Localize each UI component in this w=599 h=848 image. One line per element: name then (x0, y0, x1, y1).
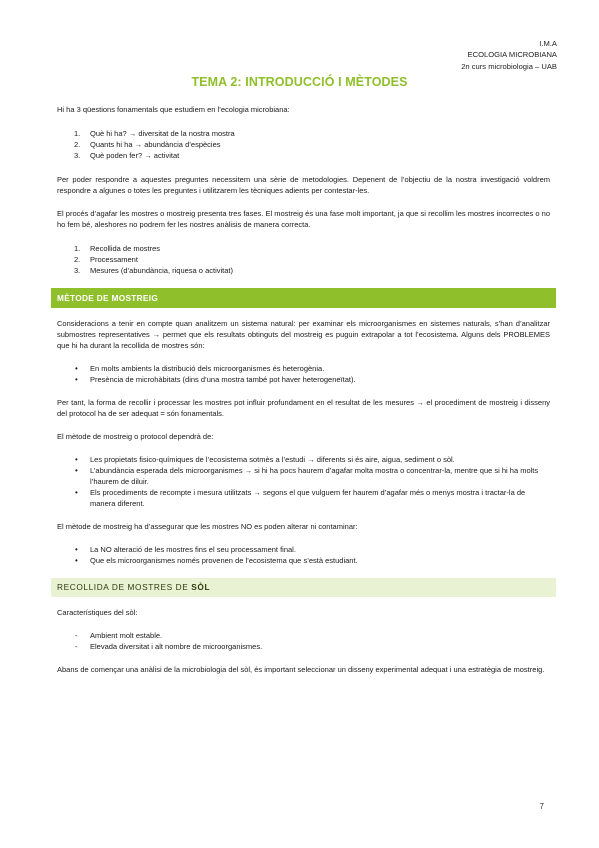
bullet-icon: • (75, 364, 78, 373)
dash-icon: - (75, 642, 78, 651)
bullet-icon: • (75, 375, 78, 384)
list-item: - Elevada diversitat i alt nombre de microorganismes. (75, 642, 263, 651)
list-item: • En molts ambients la distribució dels microorganismes és heterogènia. (75, 364, 325, 373)
page-number: 7 (539, 802, 544, 811)
bullet-icon: • (75, 455, 78, 464)
list-item: 3. Què poden fer? → activitat (74, 151, 180, 160)
questions-list (57, 128, 550, 161)
paragraph-considerations: Consideracions a tenir en compte quan analitzem un sistema natural: per examinar els microorganismes en sistemes naturals, s’han d’analitzar submostres representatives → permet que els resultats obtinguts del mostreig es puguin extrapolar a tot l’ecosistema. Alguns dels PROBLEMES que hi ha durant la recollida de mostres són: (57, 319, 550, 350)
header-year: 2n curs microbiologia – UAB (461, 61, 557, 71)
bullet-icon: • (75, 556, 78, 565)
bullet-icon: • (75, 466, 78, 475)
assure-list (57, 544, 550, 566)
list-item: 3. Mesures (d’abundància, riquesa o activitat) (74, 266, 233, 275)
phases-list (57, 243, 550, 276)
paragraph-sampling-phases: El procés d’agafar les mostres o mostreig presenta tres fases. El mostreig és una fase molt important, ja que si recollim les mostres incorrectes o no ho fem bé, aleshores no podrem fer les nostres anàlisis de manera correcta. (57, 209, 550, 229)
dash-icon: - (75, 631, 78, 640)
list-item: - Ambient molt estable. (75, 631, 163, 640)
list-item: • L’abundància esperada dels microorganismes → si hi ha pocs haurem d’agafar molta mostra o concentrar-la, mentre que si hi ha molts l’haurem de diluir. (75, 466, 539, 486)
list-item: 1. Què hi ha? → diversitat de la nostra mostra (74, 129, 235, 138)
main-content (57, 104, 550, 675)
problems-list (57, 363, 550, 385)
section-heading-soil-sampling: RECOLLIDA DE MOSTRES DE SÒL (51, 578, 556, 597)
paragraph-method-depends: El mètode de mostreig o protocol dependrà de: (57, 432, 214, 441)
page-title: TEMA 2: INTRODUCCIÓ I MÈTODES (191, 75, 408, 89)
section-heading-sampling-method: MÈTODE DE MOSTREIG (51, 288, 556, 308)
paragraph-assure: El mètode de mostreig ha d’assegurar que les mostres NO es poden alterar ni contaminar: (57, 522, 358, 531)
list-item: • Els procediments de recompte i mesura utilitzats → segons el que vulguem fer haurem d’agafar més o menys mostra i tractar-la de manera diferent. (75, 488, 526, 508)
paragraph-soil-analysis: Abans de començar una anàlisi de la microbiologia del sòl, és important seleccionar un disseny experimental adequat i una estratègia de mostreig. (57, 665, 545, 674)
list-item: • Les propietats fisico-químiques de l’ecosistema sotmès a l’estudi → diferents si és aire, aigua, sediment o sòl. (75, 455, 455, 464)
page-header (461, 38, 557, 72)
list-item: • Que els microorganismes només provenen de l’ecosistema que s’està estudiant. (75, 556, 358, 565)
paragraph-methodologies: Per poder respondre a aquestes preguntes necessitem una sèrie de metodologies. Depenent de l’objectiu de la nostra investigació voldrem respondre a algunes o totes les preguntes i utilitzarem les tècniques adients per contestar-les. (57, 175, 550, 195)
bullet-icon: • (75, 545, 78, 554)
list-item: • La NO alteració de les mostres fins el seu processament final. (75, 545, 296, 554)
paragraph-procedure: Per tant, la forma de recollir i processar les mostres pot influir profundament en el resultat de les mesures → el procediment de mostreig i disseny del protocol ha de ser adequat = són fonamentals. (57, 398, 550, 418)
soil-list (57, 630, 550, 652)
list-item: • Presència de microhàbitats (dins d’una mostra també pot haver heterogeneïtat). (75, 375, 356, 384)
list-item: 2. Quants hi ha → abundància d’espècies (74, 140, 221, 149)
depends-list (57, 454, 550, 509)
list-item: 1. Recollida de mostres (74, 244, 161, 253)
header-initials: I.M.A (539, 39, 557, 48)
list-item: 2. Processament (74, 255, 138, 264)
intro-paragraph: Hi ha 3 qüestions fonamentals que estudiem en l’ecologia microbiana: (57, 105, 290, 114)
paragraph-soil-features: Característiques del sòl: (57, 608, 138, 617)
bullet-icon: • (75, 488, 78, 497)
header-course: ECOLOGIA MICROBIANA (467, 50, 557, 60)
